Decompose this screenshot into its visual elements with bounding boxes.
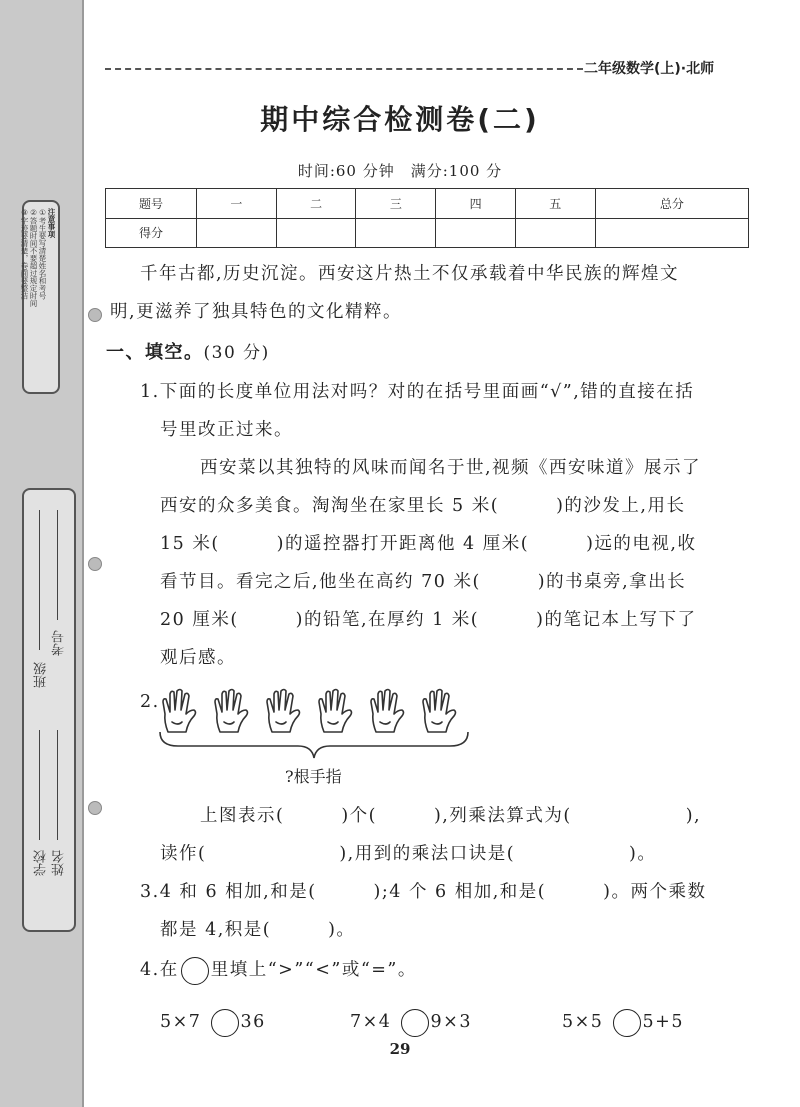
binding-hole <box>88 308 102 322</box>
notice-line-1: ①考生要写清楚姓名和考号 <box>38 208 47 300</box>
score-cell[interactable] <box>356 218 436 248</box>
q4-suffix: 里填上“>”“<”或“=”。 <box>210 960 417 980</box>
question-number-label: 题号 <box>106 189 197 219</box>
column-header: 三 <box>356 189 436 219</box>
q1-line-3: 西安菜以其独特的风味而闻名于世,视频《西安味道》展示了 <box>200 458 702 478</box>
q1-line-1: 1.下面的长度单位用法对吗？对的在括号里面画“√”,错的直接在括 <box>140 382 695 402</box>
q3-line-1: 3.4 和 6 相加,和是( );4 个 6 相加,和是( )。两个乘数 <box>140 882 707 902</box>
comparison-left: 5×5 <box>562 1012 604 1032</box>
series-label: 二年级数学(上)·北师 <box>584 61 715 77</box>
q1-line-2: 号里改正过来。 <box>160 420 293 440</box>
intro-line-1: 千年古都,历史沉淀。西安这片热土不仅承载着中华民族的辉煌文 <box>140 264 680 284</box>
section-1-heading <box>106 335 270 371</box>
score-cell[interactable] <box>276 218 356 248</box>
column-header: 总分 <box>595 189 748 219</box>
q1-line-4: 西安的众多美食。淘淘坐在家里长 5 米( )的沙发上,用长 <box>160 496 686 516</box>
comparison-item-2 <box>350 1004 472 1040</box>
comparison-item-3 <box>562 1004 684 1040</box>
notice-text <box>20 208 56 386</box>
notice-line-2: ②答题时间不要超过规定时间 <box>29 208 38 307</box>
q3-line-2: 都是 4,积是( )。 <box>160 920 356 940</box>
column-header: 五 <box>515 189 595 219</box>
notice-title: 注意事项 <box>47 208 56 238</box>
hand-6 <box>423 690 456 733</box>
q4-prefix: 4.在 <box>140 960 179 980</box>
score-cell[interactable] <box>515 218 595 248</box>
school-line <box>39 730 40 840</box>
answer-circle[interactable] <box>401 1009 429 1037</box>
name-line <box>57 730 58 840</box>
section-1-title: 一、填空。 <box>106 342 204 363</box>
column-header: 一 <box>197 189 277 219</box>
hands-caption: ?根手指 <box>285 767 342 786</box>
hand-5 <box>371 690 404 733</box>
score-table <box>105 188 749 248</box>
comparison-left: 7×4 <box>350 1012 392 1032</box>
class-label: 班级 <box>34 662 49 688</box>
time-and-score-info: 时间:60 分钟 满分:100 分 <box>297 162 503 180</box>
q1-line-7: 20 厘米( )的铅笔,在厚约 1 米( )的笔记本上写下了 <box>160 610 697 630</box>
exam-number-label: 考号 <box>52 630 67 656</box>
brace-icon <box>158 730 470 760</box>
notice-line-3: ③字迹要清楚，卷面要整洁 <box>20 208 29 300</box>
class-line <box>39 510 40 650</box>
comparison-right: 9×3 <box>430 1012 472 1032</box>
q2-line-2: 读作( ),用到的乘法口诀是( )。 <box>160 844 657 864</box>
score-cell[interactable] <box>436 218 516 248</box>
score-cell[interactable] <box>595 218 748 248</box>
notice-box <box>22 200 60 394</box>
header-dashed-line <box>105 68 583 70</box>
q2-line-1: 上图表示( )个( ),列乘法算式为( ), <box>200 806 702 826</box>
comparison-item-1 <box>160 1004 266 1040</box>
school-label: 学校 <box>34 850 49 876</box>
comparison-left: 5×7 <box>160 1012 202 1032</box>
exam-number-line <box>57 510 58 620</box>
hand-4 <box>319 690 352 733</box>
q1-line-6: 看节目。看完之后,他坐在高约 70 米( )的书桌旁,拿出长 <box>160 572 687 592</box>
column-header: 二 <box>276 189 356 219</box>
page-number: 29 <box>389 1040 411 1058</box>
binding-hole <box>88 801 102 815</box>
q4-instruction <box>140 952 417 988</box>
section-1-points: (30 分) <box>203 343 270 363</box>
comparison-right: 36 <box>240 1012 266 1032</box>
score-cell[interactable] <box>197 218 277 248</box>
hand-2 <box>215 690 248 733</box>
page-title: 期中综合检测卷(二) <box>260 103 540 136</box>
table-row <box>106 218 749 248</box>
intro-line-2: 明,更滋养了独具特色的文化精粹。 <box>110 302 403 322</box>
column-header: 四 <box>436 189 516 219</box>
table-row <box>106 189 749 219</box>
comparison-right: 5+5 <box>642 1012 684 1032</box>
binding-hole <box>88 557 102 571</box>
answer-circle[interactable] <box>613 1009 641 1037</box>
answer-circle[interactable] <box>211 1009 239 1037</box>
q1-line-8: 观后感。 <box>160 648 236 668</box>
student-info-box <box>22 488 76 932</box>
q1-line-5: 15 米( )的遥控器打开距离他 4 厘米( )远的电视,收 <box>160 534 697 554</box>
name-label: 姓名 <box>52 850 67 876</box>
hand-3 <box>267 690 300 733</box>
circle-blank-icon <box>181 957 209 985</box>
score-label: 得分 <box>106 218 197 248</box>
q2-number: 2. <box>140 692 160 712</box>
